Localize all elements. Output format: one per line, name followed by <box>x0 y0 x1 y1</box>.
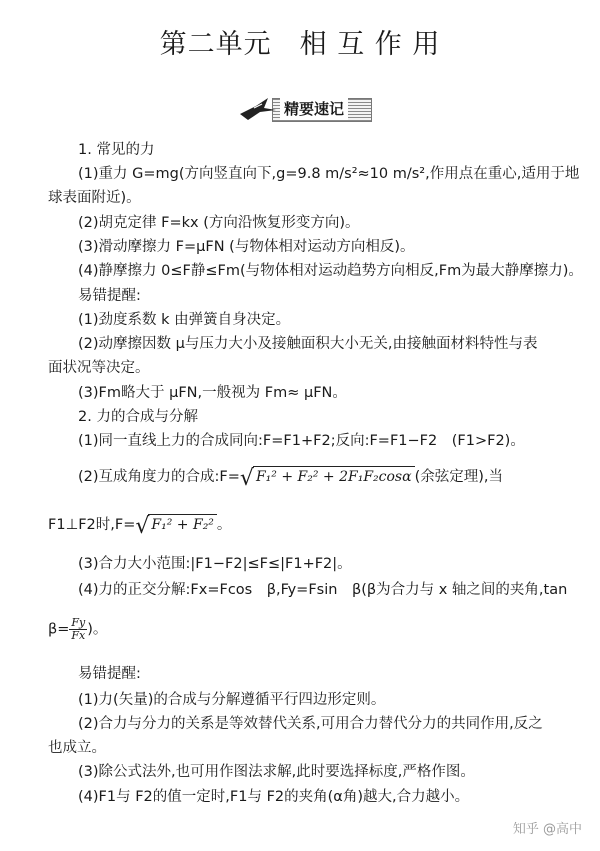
heading-common-forces: 1. 常见的力 <box>78 142 155 158</box>
fraction-numerator: Fy <box>71 616 86 629</box>
static-friction-line: (4)静摩擦力 0≤F静≤Fm(与物体相对运动趋势方向相反,Fm为最大静摩擦力)。 <box>78 263 583 279</box>
radical-sign: √ <box>135 514 150 539</box>
composition-item-4b <box>48 617 107 642</box>
composition-item-2b <box>48 514 231 537</box>
hooke-law-line: (2)胡克定律 F=kx (方向沿恢复形变方向)。 <box>78 215 360 231</box>
radical-sign: √ <box>239 466 254 491</box>
law-of-cosines-radicand: F₁² + F₂² + 2F₁F₂cosα <box>253 466 415 487</box>
composition-item-3: (3)合力大小范围:|F1−F2|≤F≤|F1+F2|。 <box>78 556 352 572</box>
composition-item-4a: (4)力的正交分解:Fx=Fcos β,Fy=Fsin β(β为合力与 x 轴之间的夹角,tan <box>78 582 568 598</box>
tan-fraction <box>69 617 87 642</box>
tip2-item-2a: (2)合力与分力的关系是等效替代关系,可用合力替代分力的共同作用,反之 <box>78 716 543 732</box>
gravity-line-2: 球表面附近)。 <box>48 190 141 206</box>
section-banner <box>238 94 370 124</box>
tip2-item-4: (4)F1与 F2的值一定时,F1与 F2的夹角(α角)越大,合力越小。 <box>78 789 470 805</box>
composition-item-1: (1)同一直线上力的合成同向:F=F1+F2;反向:F=F1−F2 (F1>F2)。 <box>78 433 525 449</box>
tip2-item-1: (1)力(矢量)的合成与分解遵循平行四边形定则。 <box>78 692 386 708</box>
tip2-item-2b: 也成立。 <box>48 740 106 756</box>
watermark: 知乎 @高中 <box>512 822 582 837</box>
tip1-item-3: (3)Fm略大于 μFN,一般视为 Fm≈ μFN。 <box>78 385 347 401</box>
tip1-item-2b: 面状况等决定。 <box>48 360 150 376</box>
tan-suffix: )。 <box>87 621 108 638</box>
formula-prefix: (2)互成角度力的合成:F= <box>78 469 240 485</box>
perpendicular-prefix: F1⊥F2时,F= <box>48 517 136 533</box>
bird-icon <box>238 94 278 124</box>
heading-composition: 2. 力的合成与分解 <box>78 409 198 425</box>
tan-prefix: β= <box>48 621 70 638</box>
perpendicular-suffix: 。 <box>216 517 232 533</box>
fraction-denominator: Fx <box>71 629 86 642</box>
formula-suffix: (余弦定理),当 <box>414 469 503 485</box>
tip-heading-2: 易错提醒: <box>78 666 141 682</box>
composition-item-2a <box>78 466 503 489</box>
tip2-item-3: (3)除公式法外,也可用作图法求解,此时要选择标度,严格作图。 <box>78 764 475 780</box>
sliding-friction-line: (3)滑动摩擦力 F=μFN (与物体相对运动方向相反)。 <box>78 239 415 255</box>
tip-heading-1: 易错提醒: <box>78 288 141 304</box>
banner-label: 精要速记 <box>280 98 348 120</box>
page-title: 第二单元 相 互 作 用 <box>159 29 441 60</box>
perpendicular-radicand: F₁² + F₂² <box>148 514 217 535</box>
tip1-item-2a: (2)动摩擦因数 μ与压力大小及接触面积大小无关,由接触面材料特性与表 <box>78 336 538 352</box>
tip1-item-1: (1)劲度系数 k 由弹簧自身决定。 <box>78 312 291 328</box>
gravity-line-1: (1)重力 G=mg(方向竖直向下,g=9.8 m/s²≈10 m/s²,作用点在重心,适用于地 <box>78 166 580 182</box>
